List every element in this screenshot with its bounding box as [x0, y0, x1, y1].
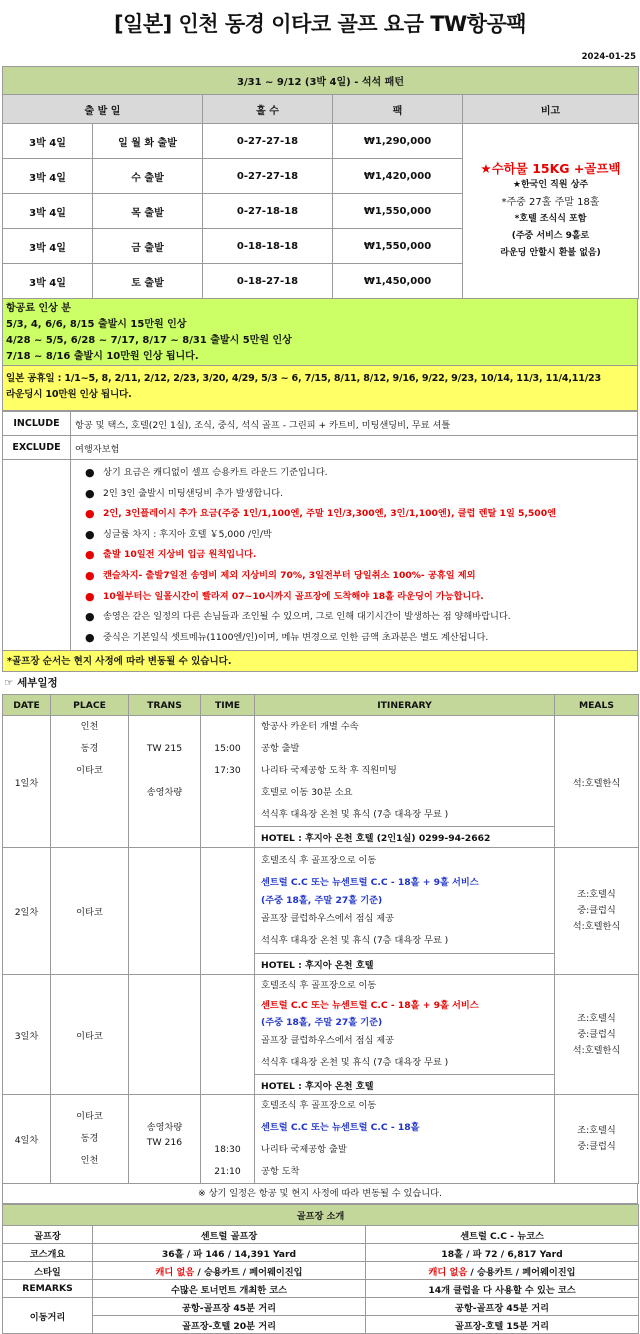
airfare-line: 항공료 인상 분	[6, 303, 71, 314]
itinerary-day	[3, 716, 639, 827]
itinerary-item: 석식후 대욕장 온천 및 휴식 (7층 대욕장 무료 )	[261, 934, 449, 946]
distance-b: 공항-골프장 45분 거리	[366, 1298, 639, 1316]
include-text: 항공 및 택스, 호텔(2인 1실), 조식, 중식, 석식 골프 - 그린피 + 카트비, 미팅샌딩비, 무료 셔틀	[71, 412, 638, 436]
exclude-text: 여행자보험	[71, 436, 638, 460]
airfare-increase-note	[2, 299, 638, 366]
itinerary-item: 나리타 국제공항 도착 후 직원미팅	[261, 765, 397, 776]
course-label: 스타일	[3, 1262, 93, 1280]
price-day: 토 출발	[93, 264, 203, 299]
time: 15:00	[214, 743, 241, 754]
course-label: 골프장	[3, 1226, 93, 1244]
course-style: / 승용카트 / 페어웨이진입	[467, 1266, 576, 1278]
day-times	[201, 848, 255, 975]
day-hotel: HOTEL : 후지아 온천 호텔	[255, 954, 555, 975]
note-item: ● 상기 요금은 캐디없이 셀프 승용카트 라운드 기준입니다.	[85, 463, 637, 484]
day-places	[51, 716, 129, 848]
day-hotel: HOTEL : 후지아 온천 호텔 (2인1실) 0299-94-2662	[255, 827, 555, 848]
course-b: 18홀 / 파 72 / 6,817 Yard	[366, 1244, 639, 1262]
notes-spacer	[3, 460, 71, 651]
itinerary-item: (주중 18홀, 주말 27홀 기준)	[261, 1016, 383, 1028]
remark-line: *호텔 조식식 포함	[514, 214, 587, 224]
itinerary-item: 센트럴 C.C 또는 뉴센트럴 C.C - 18홀 + 9홀 서비스	[261, 999, 479, 1011]
course-a: 36홀 / 파 146 / 14,391 Yard	[93, 1244, 366, 1262]
remark-line: 라운딩 안할시 환불 없음)	[500, 248, 601, 258]
trans: TW 216	[146, 1136, 183, 1148]
day-meals	[555, 1095, 639, 1184]
place: 인천	[80, 721, 99, 732]
include-label: INCLUDE	[3, 412, 71, 436]
trans: 송영차량	[146, 787, 183, 798]
note-item: ● 캔슬차지- 출발7일전 송영비 제외 지상비의 70%, 3일전부터 당일취소 100%- 공휴일 제외	[85, 566, 637, 587]
itinerary-item: 나리타 국제공항 출발	[261, 1144, 347, 1155]
price-nights: 3박 4일	[3, 194, 93, 229]
itin-header-trans: TRANS	[129, 695, 201, 716]
course-row	[3, 1226, 639, 1244]
trans: TW 215	[146, 743, 183, 754]
day-place: 이타코	[51, 975, 129, 1095]
airfare-line: 4/28 ~ 5/5, 6/28 ~ 7/17, 8/17 ~ 8/31 출발시 5만원 인상	[6, 335, 292, 346]
time: 18:30	[214, 1144, 241, 1155]
pricing-section	[2, 66, 638, 1334]
course-row	[3, 1244, 639, 1262]
meal: 조:호텔식	[577, 1125, 616, 1136]
day-date: 1일차	[3, 716, 51, 848]
exclude-label: EXCLUDE	[3, 436, 71, 460]
distance-b: 골프장-호텔 15분 거리	[366, 1316, 639, 1334]
time: 17:30	[214, 765, 241, 776]
price-nights: 3박 4일	[3, 159, 93, 194]
holiday-line: 일본 공휴일 : 1/1~5, 8, 2/11, 2/12, 2/23, 3/20, 4/29, 5/3 ~ 6, 7/15, 8/11, 8/12, 9/16, 9/22, 9/23, 10/14, 11/3, 11/4,11/23	[6, 373, 601, 384]
itin-header-time: TIME	[201, 695, 255, 716]
price-row	[3, 124, 639, 159]
day-items	[255, 1095, 555, 1184]
price-amount: ₩1,450,000	[333, 264, 463, 299]
meal: 중:클럽식	[577, 905, 616, 916]
price-nights: 3박 4일	[3, 229, 93, 264]
place: 동경	[80, 743, 99, 754]
itinerary-footnote: ※ 상기 일정은 항공 및 현지 사정에 따라 변동될 수 있습니다.	[2, 1184, 638, 1204]
itinerary-day	[3, 1095, 639, 1184]
day-trans	[129, 716, 201, 848]
pricing-period: 3/31 ~ 9/12 (3박 4일) - 석석 패턴	[3, 67, 639, 95]
price-day: 일 월 화 출발	[93, 124, 203, 159]
price-amount: ₩1,420,000	[333, 159, 463, 194]
course-row	[3, 1298, 639, 1316]
course-row	[3, 1316, 639, 1334]
meal: 조:호텔식	[577, 889, 616, 900]
remark-line: (주중 서비스 9홀로	[511, 231, 590, 241]
distance-a: 공항-골프장 45분 거리	[93, 1298, 366, 1316]
price-day: 수 출발	[93, 159, 203, 194]
course-order-note: *골프장 순서는 현지 사정에 따라 변동될 수 있습니다.	[2, 651, 638, 672]
document-date: 2024-01-25	[581, 52, 636, 62]
remark-line: ★한국인 직원 상주	[512, 180, 589, 190]
itinerary-item: 센트럴 C.C 또는 뉴센트럴 C.C - 18홀 + 9홀 서비스	[261, 876, 479, 888]
remark-line: *주중 27홀 주말 18홀	[501, 197, 600, 208]
day-times	[201, 975, 255, 1095]
day-times	[201, 1095, 255, 1184]
schedule-title: ☞ 세부일정	[4, 677, 58, 689]
price-holes: 0-18-27-18	[203, 264, 333, 299]
meal: 중:클럽식	[577, 1028, 616, 1040]
course-b: 센트럴 C.C - 뉴코스	[366, 1226, 639, 1244]
price-holes: 0-27-27-18	[203, 159, 333, 194]
day-trans	[129, 1095, 201, 1184]
course-b: 14개 클럽을 다 사용할 수 있는 코스	[366, 1280, 639, 1298]
course-intro-table	[2, 1204, 639, 1334]
day-items	[255, 975, 555, 1075]
itinerary-item: 호텔조식 후 골프장으로 이동	[261, 854, 377, 866]
meal: 석:호텔한식	[572, 1044, 621, 1056]
itinerary-table	[2, 694, 639, 1184]
price-nights: 3박 4일	[3, 124, 93, 159]
price-day: 금 출발	[93, 229, 203, 264]
holiday-note	[2, 366, 638, 411]
price-amount: ₩1,290,000	[333, 124, 463, 159]
itinerary-item: 호텔조식 후 골프장으로 이동	[261, 979, 377, 991]
course-row	[3, 1280, 639, 1298]
day-date: 4일차	[3, 1095, 51, 1184]
day-meals	[555, 716, 639, 848]
itinerary-item: 골프장 클럽하우스에서 점심 제공	[261, 1034, 395, 1046]
page-title: [일본] 인천 동경 이타코 골프 요금 TW항공팩	[113, 12, 527, 36]
course-b	[366, 1262, 639, 1280]
course-label: 이동거리	[3, 1298, 93, 1334]
notes-cell	[71, 460, 638, 651]
course-a	[93, 1262, 366, 1280]
meal: 조:호텔식	[577, 1012, 616, 1024]
note-item: ● 2인, 3인플레이시 추가 요금(주중 1인/1,100엔, 주말 1인/3,300엔, 3인/1,100엔), 클럽 렌탈 1일 5,500엔	[85, 504, 637, 525]
itinerary-item: 항공사 카운터 개별 수속	[261, 721, 359, 732]
course-row	[3, 1262, 639, 1280]
caddy-none: 캐디 없음	[155, 1266, 195, 1278]
day-items	[255, 848, 555, 954]
trans: 송영차량	[146, 1121, 183, 1133]
price-day: 목 출발	[93, 194, 203, 229]
price-remarks	[463, 124, 639, 299]
place: 인천	[80, 1155, 99, 1166]
place: 이타코	[76, 765, 103, 776]
itinerary-item: 골프장 클럽하우스에서 점심 제공	[261, 912, 395, 924]
meal: 석:호텔한식	[572, 921, 621, 932]
meal: 중:클럽식	[577, 1141, 616, 1152]
header-remark: 비고	[463, 95, 639, 124]
itin-header-place: PLACE	[51, 695, 129, 716]
itin-header-date: DATE	[3, 695, 51, 716]
itin-header-meals: MEALS	[555, 695, 639, 716]
distance-a: 골프장-호텔 20분 거리	[93, 1316, 366, 1334]
course-label: 코스개요	[3, 1244, 93, 1262]
caddy-none: 캐디 없음	[428, 1266, 468, 1278]
price-amount: ₩1,550,000	[333, 229, 463, 264]
note-item: ● 송영은 같은 일정의 다른 손님들과 조인될 수 있으며, 그로 인해 대기시간이 발생하는 점 양해바랍니다.	[85, 607, 637, 628]
airfare-line: 7/18 ~ 8/16 출발시 10만원 인상 됩니다.	[6, 351, 199, 362]
holiday-line: 라운딩시 10만원 인상 됩니다.	[6, 389, 132, 400]
day-date: 3일차	[3, 975, 51, 1095]
itinerary-item: 호텔로 이동 30분 소요	[261, 787, 353, 798]
remark-star: ★수하물 15KG +골프백	[480, 161, 621, 176]
course-intro-title: 골프장 소개	[3, 1205, 639, 1226]
itinerary-item: 호텔조식 후 골프장으로 이동	[261, 1100, 377, 1111]
day-date: 2일차	[3, 848, 51, 975]
itinerary-item: 공항 출발	[261, 743, 300, 754]
place: 이타코	[76, 1111, 103, 1122]
day-place: 이타코	[51, 848, 129, 975]
price-holes: 0-27-27-18	[203, 124, 333, 159]
note-item: ● 2인 3인 출발시 미팅샌딩비 추가 발생합니다.	[85, 484, 637, 505]
course-style: / 승용카트 / 페어웨이진입	[194, 1266, 303, 1278]
price-nights: 3박 4일	[3, 264, 93, 299]
note-item: ● 싱글룸 차지 : 후지아 호텔 ￥5,000 /인/박	[85, 525, 637, 546]
price-holes: 0-18-18-18	[203, 229, 333, 264]
itinerary-day	[3, 848, 639, 954]
pricing-table	[2, 66, 639, 299]
note-item: ● 중식은 기본일식 셋트메뉴(1100엔/인)이며, 메뉴 변경으로 인한 금액 초과분은 별도 계산됩니다.	[85, 628, 637, 649]
itinerary-item: (주중 18홀, 주말 27홀 기준)	[261, 894, 383, 906]
course-a: 센트럴 골프장	[93, 1226, 366, 1244]
day-hotel: HOTEL : 후지아 온천 호텔	[255, 1075, 555, 1095]
day-places	[51, 1095, 129, 1184]
course-label: REMARKS	[3, 1280, 93, 1298]
day-trans	[129, 848, 201, 975]
place: 동경	[80, 1133, 99, 1144]
header-departure: 출 발 일	[3, 95, 203, 124]
include-exclude-table	[2, 411, 638, 651]
note-item: ● 출발 10일전 지상비 입금 원칙입니다.	[85, 545, 637, 566]
meal: 석:호텔한식	[572, 777, 621, 789]
day-times	[201, 716, 255, 848]
day-items	[255, 716, 555, 827]
airfare-line: 5/3, 4, 6/6, 8/15 출발시 15만원 인상	[6, 319, 187, 330]
day-trans	[129, 975, 201, 1095]
itinerary-item: 센트럴 C.C 또는 뉴센트럴 C.C - 18홀	[261, 1122, 420, 1133]
day-meals	[555, 848, 639, 975]
itinerary-item: 공항 도착	[261, 1166, 300, 1177]
header-holes: 홀 수	[203, 95, 333, 124]
itinerary-day	[3, 975, 639, 1075]
itinerary-item: 석식후 대욕장 온천 및 휴식 (7층 대욕장 무료 )	[261, 1056, 449, 1068]
price-amount: ₩1,550,000	[333, 194, 463, 229]
course-a: 수많은 토너먼트 개최한 코스	[93, 1280, 366, 1298]
price-holes: 0-27-18-18	[203, 194, 333, 229]
header-pack: 팩	[333, 95, 463, 124]
itin-header-itinerary: ITINERARY	[255, 695, 555, 716]
day-meals	[555, 975, 639, 1095]
notes-list	[71, 460, 637, 648]
note-item: ● 10월부터는 일몰시간이 빨라져 07~10시까지 골프장에 도착해야 18홀 라운딩이 가능합니다.	[85, 587, 637, 608]
time: 21:10	[214, 1166, 241, 1177]
itinerary-item: 석식후 대욕장 온천 및 휴식 (7층 대욕장 무료 )	[261, 809, 449, 820]
